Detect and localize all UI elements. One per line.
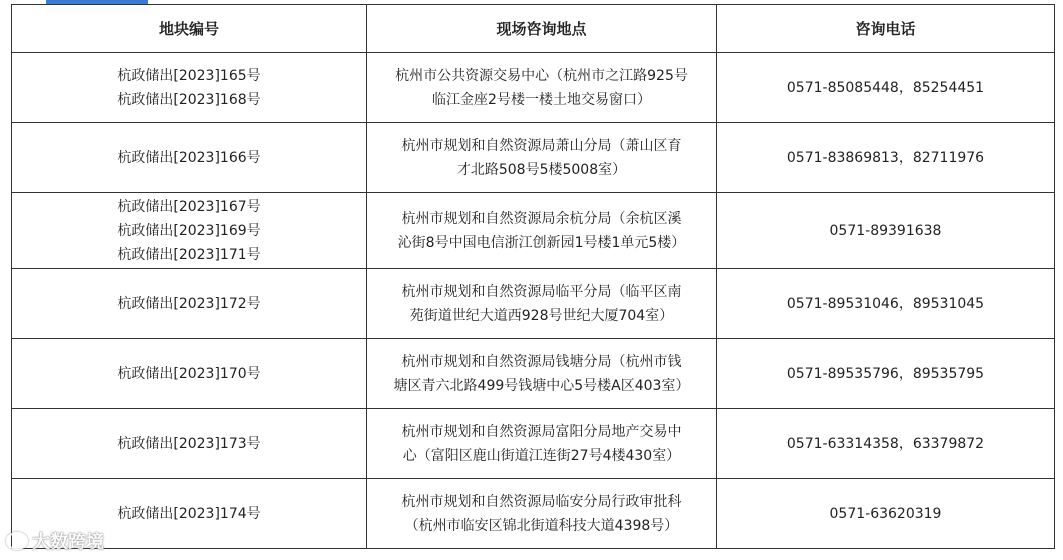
consult-phone-cell: 0571-85085448，85254451 [717,53,1055,123]
plot-number: 杭政储出[2023]167号 [117,198,261,215]
location-line: 杭州市规划和自然资源局钱塘分局（杭州市钱 [401,353,682,370]
consult-location-cell [367,193,717,269]
plot-number-cell [12,193,367,269]
table-row [12,269,1055,339]
location-line: 临江金座2号楼一楼土地交易窗口） [432,91,651,108]
watermark-text: 大数跨境 [32,532,104,553]
consult-location-cell [367,269,717,339]
header-consult-phone: 咨询电话 [717,5,1055,53]
consult-location-cell [367,123,717,193]
consult-phone-cell: 0571-89535796，89535795 [717,339,1055,409]
chat-bubble-icon [6,532,28,550]
consult-location-cell [367,479,717,549]
table-header [12,5,1055,53]
table-row [12,123,1055,193]
watermark [6,528,104,554]
consult-phone-cell: 0571-89391638 [717,193,1055,269]
table-row [12,479,1055,549]
plot-number: 杭政储出[2023]172号 [117,295,261,312]
table-row [12,339,1055,409]
plot-number: 杭政储出[2023]166号 [117,149,261,166]
location-line: 杭州市规划和自然资源局临安分局行政审批科 [401,493,682,510]
consult-location-cell [367,409,717,479]
plot-number-cell [12,123,367,193]
header-row [12,5,1055,53]
header-consult-location: 现场咨询地点 [367,5,717,53]
table-row [12,193,1055,269]
plot-number: 杭政储出[2023]173号 [117,435,261,452]
plot-number: 杭政储出[2023]169号 [117,222,261,239]
header-plot-number: 地块编号 [12,5,367,53]
plot-number: 杭政储出[2023]170号 [117,365,261,382]
plot-number: 杭政储出[2023]174号 [117,505,261,522]
location-line: 心（富阳区鹿山街道江连街27号4楼430室） [402,447,681,464]
table-row [12,409,1055,479]
plot-number: 杭政储出[2023]165号 [117,67,261,84]
consultation-table [11,4,1055,549]
consult-location-cell [367,339,717,409]
location-line: （杭州市临安区锦北街道科技大道4398号） [404,517,679,534]
plot-number: 杭政储出[2023]171号 [117,246,261,263]
location-line: 塘区青六北路499号钱塘中心5号楼A区403室） [393,377,690,394]
plot-number: 杭政储出[2023]168号 [117,91,261,108]
table-row [12,53,1055,123]
location-line: 苑街道世纪大道西928号世纪大厦704室） [409,307,674,324]
plot-number-cell [12,53,367,123]
consult-phone-cell: 0571-89531046，89531045 [717,269,1055,339]
plot-number-cell [12,409,367,479]
plot-number-cell [12,269,367,339]
consult-phone-cell: 0571-63620319 [717,479,1055,549]
location-line: 杭州市规划和自然资源局富阳分局地产交易中 [401,423,682,440]
plot-number-cell [12,339,367,409]
consult-phone-cell: 0571-63314358，63379872 [717,409,1055,479]
consult-location-cell [367,53,717,123]
location-line: 杭州市规划和自然资源局临平分局（临平区南 [401,283,682,300]
location-line: 才北路508号5楼5008室） [456,161,627,178]
location-line: 杭州市规划和自然资源局萧山分局（萧山区育 [401,137,682,154]
location-line: 杭州市规划和自然资源局余杭分局（余杭区溪 [401,210,682,227]
table-body [12,53,1055,549]
location-line: 沁街8号中国电信浙江创新园1号楼1单元5楼） [397,234,686,251]
location-line: 杭州市公共资源交易中心（杭州市之江路925号 [395,67,688,84]
consult-phone-cell: 0571-83869813，82711976 [717,123,1055,193]
